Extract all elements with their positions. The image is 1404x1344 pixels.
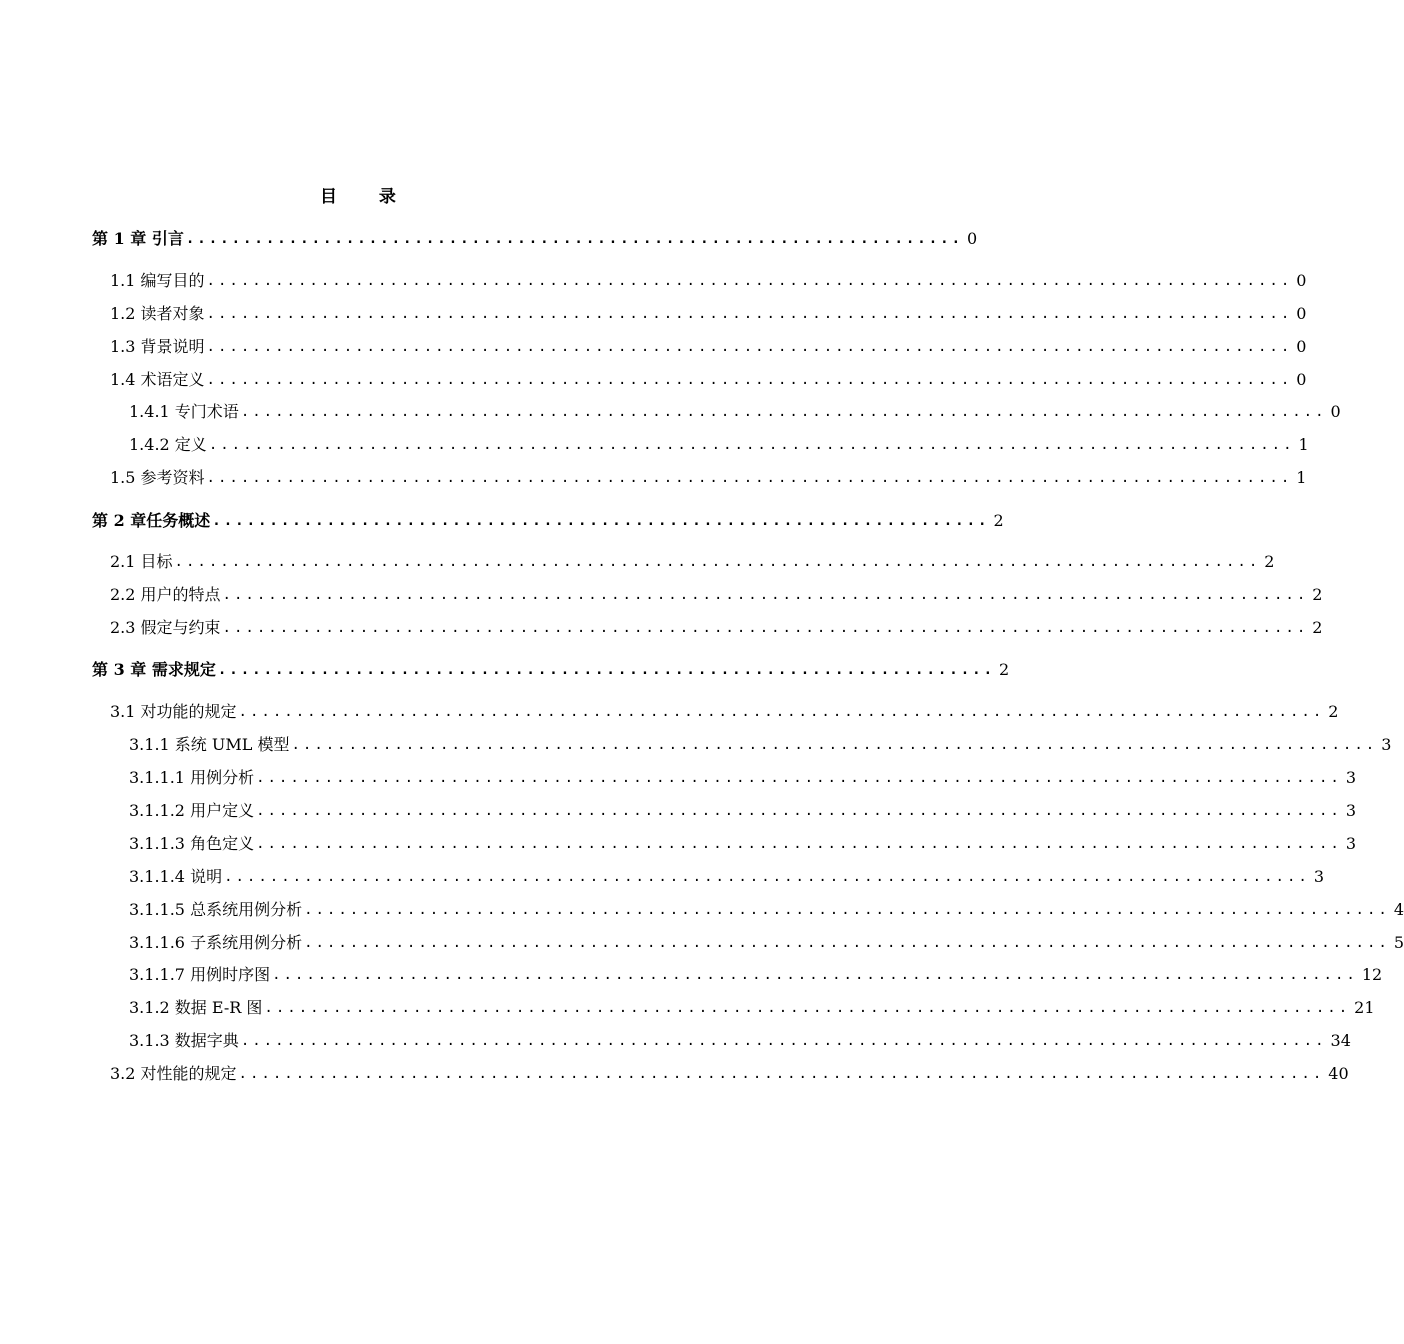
toc-entry-label: 第 3 章 需求规定 — [92, 660, 216, 679]
toc-entry-label: 第 2 章任务概述 — [92, 511, 211, 530]
toc-entry-1-4-1[interactable] — [129, 399, 1341, 423]
toc-entry-label: 1.1 编写目的 — [110, 271, 205, 290]
toc-page-number: 2 — [1264, 552, 1275, 571]
toc-entry-label: 3.1.1.3 角色定义 — [129, 834, 255, 853]
toc-dot-leader: ............................................................................................... — [224, 869, 1310, 885]
toc-page-number: 3 — [1345, 834, 1356, 853]
toc-entry-label: 3.1.1 系统 UML 模型 — [129, 735, 290, 754]
toc-page-number: 0 — [1296, 370, 1307, 389]
toc-entry-chapter-3[interactable] — [92, 657, 1010, 681]
toc-dot-leader: ............................................................................................... — [291, 737, 1378, 753]
toc-dot-leader: ............................................................................................... — [206, 470, 1293, 486]
toc-page-number: 0 — [1330, 402, 1341, 421]
toc-entry-3-1-3[interactable] — [129, 1028, 1351, 1052]
toc-entry-2-3[interactable] — [110, 615, 1323, 639]
toc-entry-label: 1.2 读者对象 — [110, 304, 205, 323]
toc-entry-label: 3.1.1.2 用户定义 — [129, 801, 255, 820]
toc-entry-label: 3.1.1.7 用例时序图 — [129, 965, 271, 984]
toc-page-number: 0 — [1296, 271, 1307, 290]
toc-entry-3-1-1-4[interactable] — [129, 864, 1324, 888]
toc-dot-leader: ............................................................................................... — [206, 306, 1293, 322]
toc-dot-leader: ............................................................................................... — [264, 1000, 1351, 1016]
toc-entry-1-1[interactable] — [110, 268, 1307, 292]
toc-entry-label: 1.4.1 专门术语 — [129, 402, 239, 421]
toc-dot-leader: ............................................................................................... — [206, 372, 1293, 388]
toc-entry-3-1-1-6[interactable] — [129, 930, 1404, 954]
toc-page-number: 0 — [1296, 304, 1307, 323]
toc-entry-label: 1.3 背景说明 — [110, 337, 205, 356]
toc-page-number: 3 — [1345, 768, 1356, 787]
toc-page-number: 2 — [999, 660, 1010, 679]
toc-page-number: 3 — [1381, 735, 1392, 754]
toc-dot-leader: ............................................................................................... — [206, 273, 1293, 289]
toc-entry-chapter-2[interactable] — [92, 508, 1004, 532]
toc-page-number: 2 — [1312, 585, 1323, 604]
toc-dot-leader: .................................................................... — [217, 662, 996, 678]
toc-entry-label: 3.1.1.6 子系统用例分析 — [129, 933, 303, 952]
toc-page-number: 34 — [1330, 1031, 1351, 1050]
toc-page-number: 1 — [1298, 435, 1309, 454]
toc-dot-leader: ............................................................................................... — [238, 1066, 1325, 1082]
toc-dot-leader: ............................................................................................... — [272, 967, 1358, 983]
toc-dot-leader: ............................................................................................... — [304, 902, 1390, 918]
toc-entry-label: 3.1.3 数据字典 — [129, 1031, 239, 1050]
toc-page-number: 40 — [1328, 1064, 1349, 1083]
toc-dot-leader: ............................................................................................... — [222, 587, 1309, 603]
toc-entry-3-1[interactable] — [110, 699, 1339, 723]
toc-dot-leader: ............................................................................................... — [256, 836, 1342, 852]
toc-entry-3-2[interactable] — [110, 1061, 1349, 1085]
toc-entry-label: 3.1.1.5 总系统用例分析 — [129, 900, 303, 919]
toc-dot-leader: .................................................................... — [212, 513, 990, 529]
toc-dot-leader: .................................................................... — [185, 231, 964, 247]
toc-dot-leader: ............................................................................................... — [174, 554, 1261, 570]
toc-entry-label: 1.4 术语定义 — [110, 370, 205, 389]
toc-dot-leader: ............................................................................................... — [256, 770, 1342, 786]
toc-page-number: 3 — [1313, 867, 1324, 886]
toc-entry-3-1-1-7[interactable] — [129, 962, 1383, 986]
toc-entry-chapter-1[interactable] — [92, 226, 978, 250]
toc-title: 目 录 — [320, 187, 414, 207]
toc-dot-leader: ............................................................................................... — [304, 935, 1390, 951]
toc-entry-label: 第 1 章 引言 — [92, 229, 184, 248]
toc-entry-3-1-2[interactable] — [129, 995, 1375, 1019]
toc-entry-label: 3.1.1.4 说明 — [129, 867, 223, 886]
toc-dot-leader: ............................................................................................... — [206, 339, 1293, 355]
toc-dot-leader: ............................................................................................... — [238, 704, 1325, 720]
toc-dot-leader: ............................................................................................... — [256, 803, 1342, 819]
toc-entry-3-1-1-2[interactable] — [129, 798, 1356, 822]
toc-dot-leader: ............................................................................................... — [240, 404, 1327, 420]
toc-entry-label: 3.2 对性能的规定 — [110, 1064, 237, 1083]
toc-entry-3-1-1-1[interactable] — [129, 765, 1356, 789]
toc-entry-label: 1.5 参考资料 — [110, 468, 205, 487]
toc-entry-label: 2.2 用户的特点 — [110, 585, 221, 604]
toc-page-number: 5 — [1393, 933, 1404, 952]
toc-page-number: 3 — [1345, 801, 1356, 820]
toc-page-number: 4 — [1393, 900, 1404, 919]
toc-page-number: 0 — [1296, 337, 1307, 356]
toc-entry-3-1-1[interactable] — [129, 732, 1392, 756]
toc-entry-1-3[interactable] — [110, 334, 1307, 358]
toc-entry-3-1-1-5[interactable] — [129, 897, 1404, 921]
toc-dot-leader: ............................................................................................... — [222, 620, 1309, 636]
toc-page-number: 12 — [1361, 965, 1383, 984]
toc-page-number: 21 — [1354, 998, 1375, 1017]
toc-dot-leader: ............................................................................................... — [240, 1033, 1327, 1049]
toc-entry-label: 3.1 对功能的规定 — [110, 702, 237, 721]
toc-page-number: 2 — [1312, 618, 1323, 637]
toc-entry-label: 2.1 目标 — [110, 552, 173, 571]
toc-page-number: 0 — [967, 229, 978, 248]
toc-dot-leader: ............................................................................................... — [208, 437, 1295, 453]
toc-entry-2-1[interactable] — [110, 549, 1275, 573]
toc-entry-3-1-1-3[interactable] — [129, 831, 1356, 855]
toc-entry-1-4[interactable] — [110, 367, 1307, 391]
toc-entry-label: 3.1.2 数据 E-R 图 — [129, 998, 263, 1017]
toc-page-number: 2 — [993, 511, 1004, 530]
toc-entry-1-5[interactable] — [110, 465, 1307, 489]
toc-entry-label: 1.4.2 定义 — [129, 435, 207, 454]
toc-entry-1-2[interactable] — [110, 301, 1307, 325]
toc-entry-1-4-2[interactable] — [129, 432, 1309, 456]
toc-entry-label: 2.3 假定与约束 — [110, 618, 221, 637]
toc-entry-label: 3.1.1.1 用例分析 — [129, 768, 255, 787]
toc-page-number: 2 — [1328, 702, 1339, 721]
toc-entry-2-2[interactable] — [110, 582, 1323, 606]
toc-page-number: 1 — [1296, 468, 1307, 487]
